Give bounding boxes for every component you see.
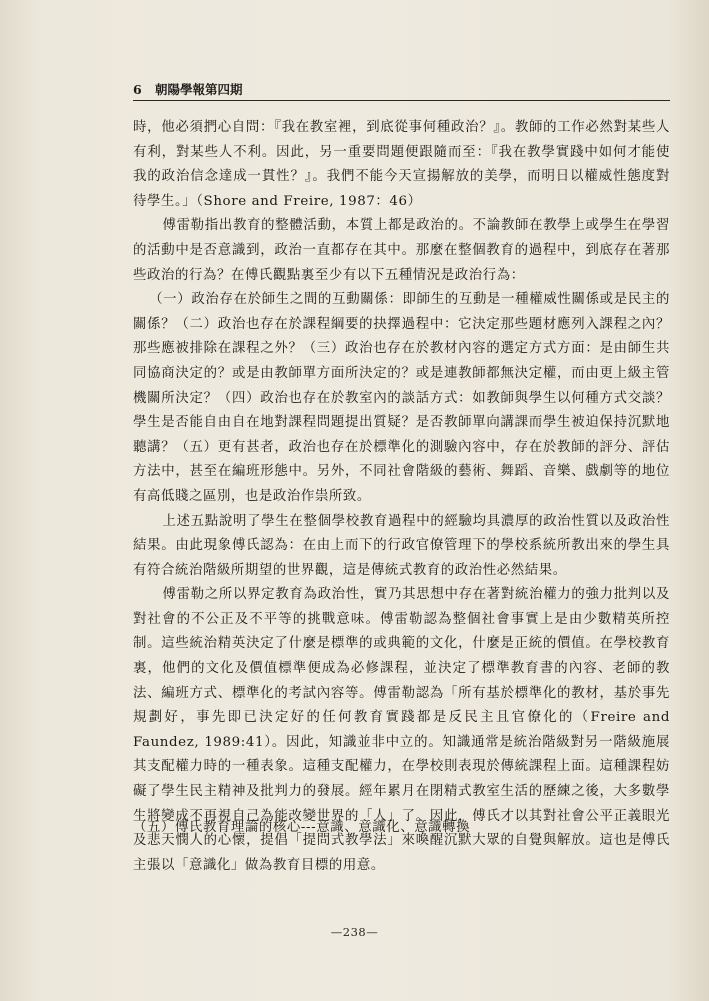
running-header <box>133 82 670 101</box>
body-text <box>133 116 670 878</box>
footer-page-number: —238— <box>330 925 379 939</box>
paragraph-quote-continuation: 時，他必須捫心自問：『我在教室裡，到底從事何種政治？』。教師的工作必然對某些人有利，對某些人不利。因此，另一重要問題便跟隨而至：『我在教學實踐中如何才能使我的政治信念達成一貫性？』。我們不能今天宣揚解放的美學，而明日以權威性態度對待學生。」（Shore and Freire, 1987：46） <box>133 120 670 209</box>
paragraph-critique: 傅雷勒之所以界定教育為政治性，實乃其思想中存在著對統治權力的強力批判以及對社會的不公正及不平等的挑戰意味。傅雷勒認為整個社會事實上是由少數精英所控制。這些統治精英決定了什麼是標準的或典範的文化，什麼是正統的價值。在學校教育裏，他們的文化及價值標準便成為必修課程，並決定了標準教育書的內容、老師的教法、編班方式、標準化的考試內容等。傅雷勒認為「所有基於標準化的教材，基於事先規劃好，事先即已決定好的任何教育實踐都是反民主且官僚化的（Freire and Faundez, 1989:41）。因此，知識並非中立的。知識通常是統治階級對另一階級施展其支配權力時的一種表象。這種支配權力，在學校則表現於傳統課程上面。這種課程妨礙了學生民主精神及批判力的發展。經年累月在閉精式教室生活的歷練之後，大多數學生將變成不再視自己為能改變世界的「人」了。因此，傅氏才以其對社會公平正義眼光及悲天憫人的心懷，提倡「提問式教學法」來喚醒沉默大眾的自覺與解放。這也是傅氏主張以「意識化」做為教育目標的用意。 <box>133 587 670 873</box>
journal-title: 朝陽學報第四期 <box>155 82 243 97</box>
section-heading: （五）傅氏教育理論的核心---意識、意識化、意識轉換 <box>133 820 471 835</box>
paragraph-five-points: （一）政治存在於師生之間的互動關係：即師生的互動是一種權威性關係或是民主的關係？（二）政治也存在於課程綱要的抉擇過程中：它決定那些題材應列入課程之內？那些應被排除在課程之外？（三）政治也存在於教材內容的選定方式方面：是由師生共同協商決定的？或是由教師單方面所決定的？或是連教師都無決定權，而由更上級主管機關所決定？（四）政治也存在於教室內的談話方式：如教師與學生以何種方式交談？學生是否能自由自在地對課程問題提出質疑？是否教師單向講課而學生被迫保持沉默地聽講？（五）更有甚者，政治也存在於標準化的測驗內容中，存在於教師的評分、評估方法中，甚至在編班形態中。另外，不同社會階級的藝術、舞蹈、音樂、戲劇等的地位有高低賤之區別，也是政治作祟所致。 <box>133 292 670 504</box>
paragraph-politics-intro: 傅雷勒指出教育的整體活動，本質上都是政治的。不論教師在教學上或學生在學習的活動中是否意識到，政治一直都存在其中。那麼在整個教育的過程中，到底存在著那些政治的行為？在傅氏觀點裏至少有以下五種情況是政治行為： <box>133 218 670 283</box>
paragraph-summary: 上述五點說明了學生在整個學校教育過程中的經驗均具濃厚的政治性質以及政治性結果。由此現象傅氏認為：在由上而下的行政官僚管理下的學校系統所教出來的學生具有符合統治階級所期望的世界觀，這是傳統式教育的政治性必然結果。 <box>133 513 670 578</box>
header-page-number: 6 <box>133 82 142 97</box>
